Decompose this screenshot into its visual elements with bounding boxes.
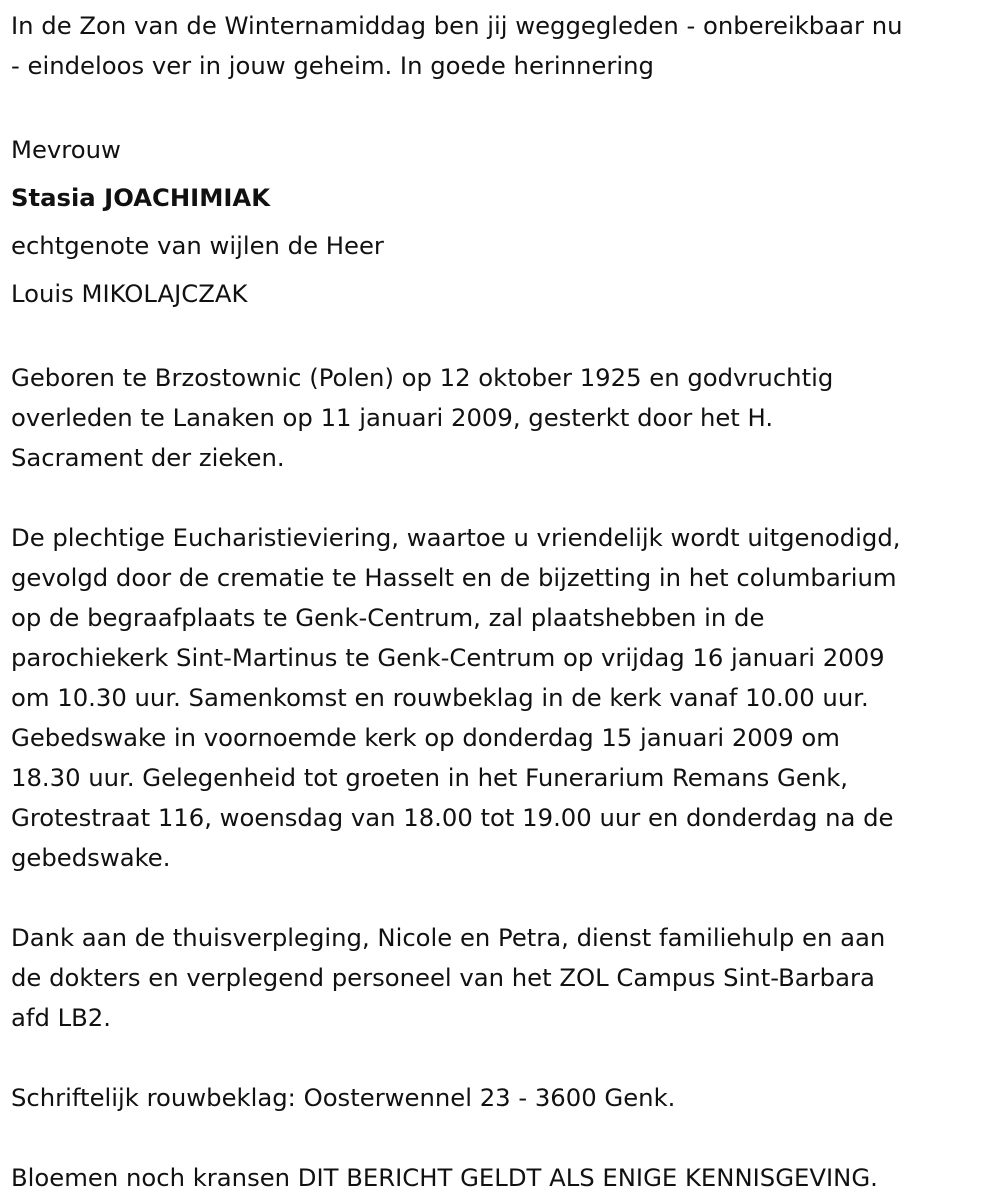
- condolence-address: Schriftelijk rouwbeklag: Oosterwennel 23 - 3600 Genk.: [11, 1083, 676, 1112]
- death-notice: [11, 6, 993, 1198]
- spacer: [11, 86, 993, 126]
- memorial-quote: In de Zon van de Winternamiddag ben jij weggegleden - onbereikbaar nu - eindeloos ver in jouw geheim. In goede herinnering: [11, 11, 903, 80]
- thanks-paragraph: Dank aan de thuisverpleging, Nicole en Petra, dienst familiehulp en aan de dokters en verplegend personeel van het ZOL Campus Sint-Barbara afd LB2.: [11, 923, 886, 1032]
- spouse-name: Louis MIKOLAJCZAK: [11, 279, 248, 308]
- spacer: [11, 318, 993, 358]
- ceremony-paragraph: De plechtige Eucharistieviering, waartoe u vriendelijk wordt uitgenodigd, gevolgd door de crematie te Hasselt en de bijzetting in het columbarium op de begraafplaats te Genk-Centrum, zal plaatshebben in de parochiekerk Sint-Martinus te Genk-Centrum op vrijdag 16 januari 2009 om 10.30 uur. Samenkomst en rouwbeklag in de kerk vanaf 10.00 uur. Gebedswake in voornoemde kerk op donderdag 15 januari 2009 om 18.30 uur. Gelegenheid tot groeten in het Funerarium Remans Genk, Grotestraat 116, woensdag van 18.00 tot 19.00 uur en donderdag na de gebedswake.: [11, 523, 901, 872]
- spacer: [11, 1118, 993, 1158]
- relation-text: echtgenote van wijlen de Heer: [11, 231, 384, 260]
- salutation: Mevrouw: [11, 135, 121, 164]
- spacer: [11, 478, 993, 518]
- birth-death-paragraph: Geboren te Brzostownic (Polen) op 12 oktober 1925 en godvruchtig overleden te Lanaken op 11 januari 2009, gesterkt door het H. Sacrament der zieken.: [11, 363, 834, 472]
- closing-statement: Bloemen noch kransen DIT BERICHT GELDT ALS ENIGE KENNISGEVING.: [11, 1163, 878, 1192]
- spacer: [11, 878, 993, 918]
- deceased-name: Stasia JOACHIMIAK: [11, 183, 271, 212]
- spacer: [11, 1038, 993, 1078]
